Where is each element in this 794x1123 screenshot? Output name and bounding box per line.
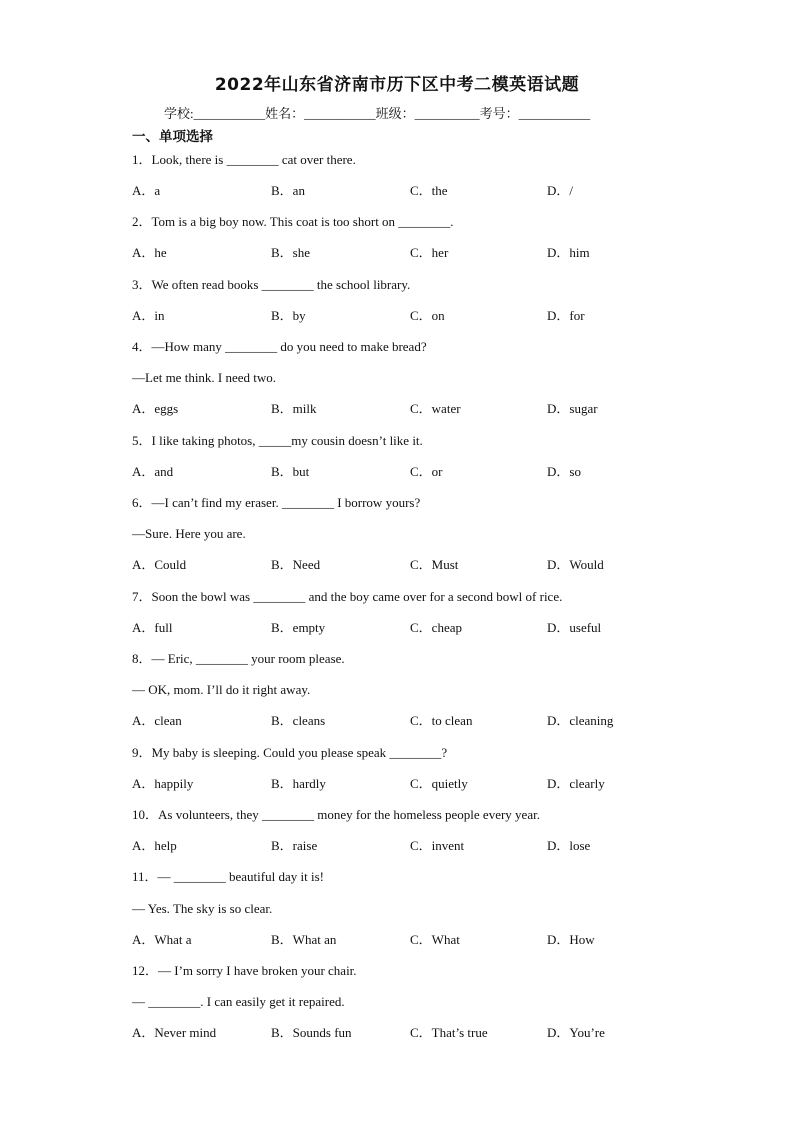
question-stem: 2．Tom is a big boy now. This coat is too short on ________. <box>132 214 454 229</box>
option-a: A．full <box>132 620 173 635</box>
option-row <box>132 400 652 418</box>
question-reply: — ________. I can easily get it repaired. <box>132 994 345 1009</box>
question-reply: —Sure. Here you are. <box>132 526 246 541</box>
question-stem: 10．As volunteers, they ________ money for the homeless people every year. <box>132 807 540 822</box>
option-c: C．That’s true <box>410 1025 488 1040</box>
option-row <box>132 556 652 574</box>
option-c: C．quietly <box>410 776 468 791</box>
option-a: A．help <box>132 838 177 853</box>
option-row <box>132 244 652 262</box>
option-a: A．clean <box>132 713 182 728</box>
option-row <box>132 182 652 200</box>
option-a: A．happily <box>132 776 194 791</box>
option-d: D．Would <box>547 557 604 572</box>
option-row <box>132 1024 652 1042</box>
option-b: B．What an <box>271 932 337 947</box>
question-stem: 11．— ________ beautiful day it is! <box>132 869 324 884</box>
option-c: C．invent <box>410 838 465 853</box>
option-b: B．she <box>271 245 311 260</box>
question-stem: 5．I like taking photos, _____my cousin doesn’t like it. <box>132 433 423 448</box>
option-b: B．by <box>271 308 306 323</box>
question-stem: 4．—How many ________ do you need to make bread? <box>132 339 427 354</box>
question-stem: 6．—I can’t find my eraser. ________ I borrow yours? <box>132 495 421 510</box>
option-b: B．an <box>271 183 305 198</box>
page-title: 2022年山东省济南市历下区中考二模英语试题 <box>214 75 580 95</box>
option-c: C．water <box>410 401 461 416</box>
option-a: A．he <box>132 245 167 260</box>
option-b: B．Sounds fun <box>271 1025 352 1040</box>
option-row <box>132 619 652 637</box>
option-d: D．sugar <box>547 401 598 416</box>
option-a: A．in <box>132 308 165 323</box>
question-reply: —Let me think. I need two. <box>132 370 277 385</box>
option-row <box>132 712 652 730</box>
option-b: B．but <box>271 464 310 479</box>
option-d: D．/ <box>547 183 574 198</box>
option-a: A．Never mind <box>132 1025 217 1040</box>
question-stem: 9．My baby is sleeping. Could you please speak ________? <box>132 745 448 760</box>
option-c: C．cheap <box>410 620 462 635</box>
option-b: B．empty <box>271 620 326 635</box>
student-info-line: 学校:___________姓名：___________班级：__________考号：___________ <box>164 106 591 121</box>
option-row <box>132 775 652 793</box>
option-c: C．or <box>410 464 443 479</box>
question-stem: 12．— I’m sorry I have broken your chair. <box>132 963 357 978</box>
option-a: A．Could <box>132 557 187 572</box>
option-d: D．clearly <box>547 776 605 791</box>
option-d: D．You’re <box>547 1025 605 1040</box>
option-c: C．her <box>410 245 449 260</box>
option-b: B．hardly <box>271 776 326 791</box>
option-d: D．him <box>547 245 590 260</box>
option-row <box>132 463 652 481</box>
option-c: C．on <box>410 308 445 323</box>
question-stem: 1．Look, there is ________ cat over there. <box>132 152 356 167</box>
option-a: A．a <box>132 183 161 198</box>
option-b: B．raise <box>271 838 318 853</box>
option-a: A．and <box>132 464 174 479</box>
option-row <box>132 931 652 949</box>
option-d: D．How <box>547 932 595 947</box>
option-row <box>132 837 652 855</box>
option-b: B．cleans <box>271 713 326 728</box>
option-d: D．lose <box>547 838 591 853</box>
option-a: A．eggs <box>132 401 179 416</box>
question-stem: 3．We often read books ________ the school library. <box>132 277 411 292</box>
option-a: A．What a <box>132 932 192 947</box>
option-c: C．the <box>410 183 448 198</box>
option-d: D．for <box>547 308 585 323</box>
question-reply: — OK, mom. I’ll do it right away. <box>132 682 311 697</box>
option-c: C．Must <box>410 557 459 572</box>
option-d: D．cleaning <box>547 713 614 728</box>
option-d: D．useful <box>547 620 602 635</box>
section-heading: 一、单项选择 <box>132 129 213 145</box>
option-c: C．What <box>410 932 460 947</box>
option-row <box>132 307 652 325</box>
question-stem: 7．Soon the bowl was ________ and the boy came over for a second bowl of rice. <box>132 589 563 604</box>
option-b: B．Need <box>271 557 321 572</box>
option-c: C．to clean <box>410 713 473 728</box>
option-d: D．so <box>547 464 581 479</box>
question-stem: 8．— Eric, ________ your room please. <box>132 651 345 666</box>
option-b: B．milk <box>271 401 317 416</box>
question-reply: — Yes. The sky is so clear. <box>132 901 273 916</box>
